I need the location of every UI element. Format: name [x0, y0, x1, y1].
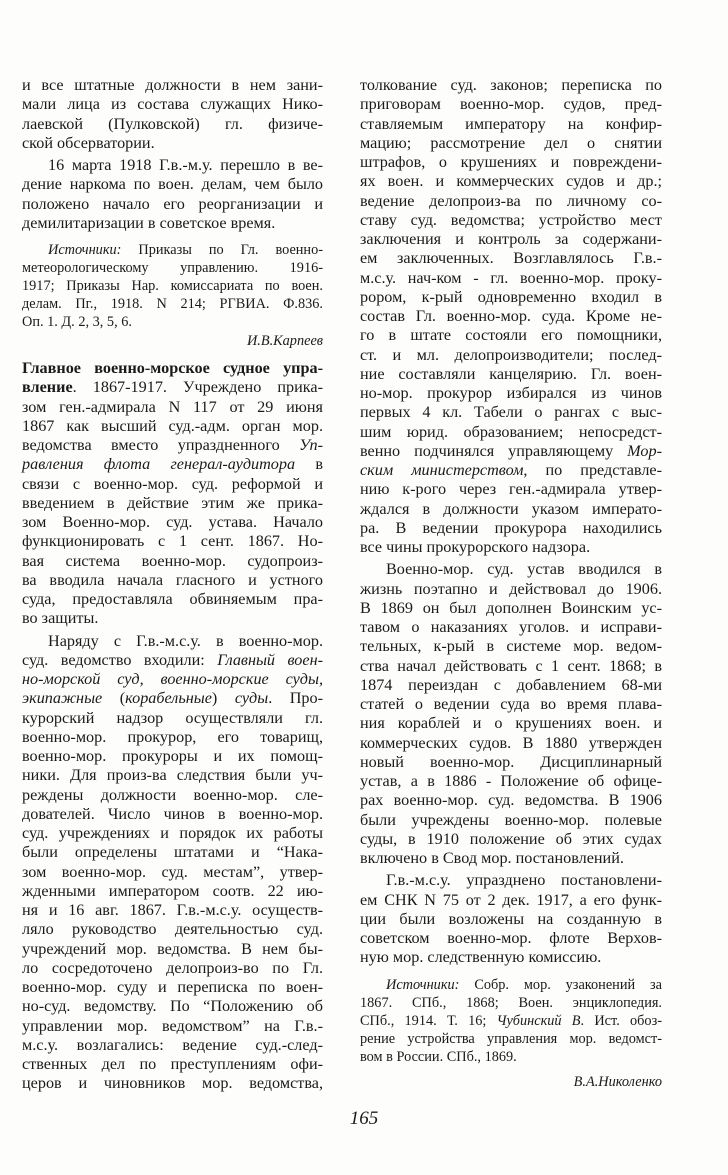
text-line: жденными императором соотв. 22 ию- [22, 881, 323, 900]
text-line: но-суд. ведомству. По “Положению об [22, 997, 323, 1016]
text-line: жизнь поэтапно и действовал до 1906. [360, 579, 662, 598]
text-line: ставу суд. ведомства; устройство мест [360, 210, 662, 229]
text-line: зом военно-мор. суд. местам”, утвер- [22, 862, 323, 881]
text-line: ра. В ведении прокурора находились [360, 518, 662, 537]
text-line: функционировать с 1 сент. 1867. Но- [22, 532, 323, 551]
text-line: 1917; Приказы Нар. комиссариата по воен. [22, 278, 323, 294]
text-line: штрафов, о крушениях и повреждени- [360, 153, 662, 171]
text-line: рение устройства управления мор. ведомст- [360, 1030, 662, 1047]
text-line: военно-мор. суду и переписка по воен- [22, 978, 323, 996]
entry-title: вление [22, 378, 73, 397]
paragraph [22, 632, 323, 1094]
text-line: зом Военно-мор. суд. устава. Начало [22, 513, 323, 531]
text-line: ской обсерватории. [22, 133, 155, 152]
text-line: устав, а в 1886 - Положение об офице- [360, 772, 662, 790]
text-line: заключения и контроль за содержани- [360, 230, 662, 248]
text-line: метеорологическому управлению. 1916- [22, 260, 323, 276]
text-line: равления флота генерал-аудитора в [22, 455, 323, 474]
text-line: военно-мор. прокуроры и их помощ- [22, 747, 323, 765]
text-line: советском военно-мор. флоте Верхов- [360, 929, 662, 947]
text-line: но-мор. прокурор избирался из чинов [360, 384, 662, 402]
text-line: вом в России. СПб., 1869. [360, 1048, 517, 1065]
text-line: 1867. СПб., 1868; Воен. энциклопедия. [360, 994, 662, 1011]
page-number: 165 [349, 1108, 379, 1129]
text-line: суда, предоставляла обвиняемым пра- [22, 590, 323, 608]
text-line: шим юрид. образованием; непосредст- [360, 422, 662, 441]
entry-paragraph [22, 359, 323, 629]
text-line: венно подчинялся управляющему Мор- [360, 441, 662, 460]
text-line: вление. 1867-1917. Учреждено прика- [22, 378, 323, 397]
text-line: ло сосредоточено делопроиз-во по Гл. [22, 958, 323, 977]
text-line: В 1869 он был дополнен Воинским ус- [360, 598, 662, 617]
text-line: рах военно-мор. суд. ведомства. В 1906 [360, 791, 662, 810]
text-line: были учреждены военно-мор. полевые [360, 810, 662, 829]
paragraph [360, 560, 662, 868]
text-line: ние составляли канцелярию. Гл. воен- [360, 364, 662, 383]
sources-block [360, 976, 662, 1092]
text-line: суд. ведомство входили: Главный воен- [22, 650, 323, 669]
paragraph [360, 871, 662, 967]
text-line: включено в Свод мор. постановлений. [360, 849, 624, 867]
text-line: 16 марта 1918 Г.в.-м.у. перешло в ве- [48, 156, 323, 174]
text-line: были определены штатами и “Нака- [22, 843, 323, 862]
text-line: Г.в.-м.с.у. упразднено постановлени- [386, 871, 662, 890]
text-line: ским министерством, по представле- [360, 461, 662, 479]
text-line: рором, к-рый одновременно входил в [360, 287, 662, 306]
text-line: ня и 16 авг. 1867. Г.в.-м.с.у. осуществ- [22, 901, 323, 919]
text-line: коммерческих судов. В 1880 утвержден [360, 733, 662, 752]
text-line: ведение делопроиз-ва по личному со- [360, 191, 662, 210]
text-line: Оп. 1. Д. 2, 3, 5, 6. [22, 314, 132, 330]
text-line: ции были возложены на созданную в [360, 909, 662, 928]
text-line: мацию; рассмотрение дел о снятии [360, 133, 662, 152]
text-line: все чины прокурорского надзора. [360, 538, 591, 556]
text-line: Источники: Собр. мор. узаконений за [386, 976, 662, 993]
text-line: суды, в 1910 положение об этих судах [360, 829, 662, 848]
text-line: суд. учреждениях и порядок их работы [22, 824, 323, 842]
text-line: ждался в должности указом императо- [360, 499, 662, 518]
text-line: экипажные (корабельные) суды. Про- [22, 689, 324, 708]
text-line: м.с.у. нач-ком - гл. военно-мор. проку- [360, 268, 662, 287]
text-line: ственных дел по преступлениям офи- [22, 1055, 323, 1073]
right-column [360, 76, 662, 1092]
author-signature: В.А.Николенко [573, 1073, 662, 1090]
text-line: и все штатные должности в нем зани- [22, 76, 323, 94]
left-column [22, 76, 323, 1094]
text-line: военно-мор. прокурор, его товарищ, [22, 727, 323, 746]
text-line: нию к-рого через ген.-адмирала утвер- [360, 480, 662, 499]
text-line: связи с военно-мор. суд. реформой и [22, 474, 323, 493]
paragraph [360, 76, 662, 557]
text-line: СПб., 1914. Т. 16; Чубинский В. Ист. обоз- [360, 1012, 662, 1029]
entry-title: Главное военно-морское судное упра- [22, 359, 323, 377]
text-line: 1867 как высший суд.-адм. орган мор. [22, 416, 323, 435]
text-line: приговорам военно-мор. судов, пред- [360, 95, 662, 114]
text-line: ем СНК N 75 от 2 дек. 1917, а его функ- [360, 890, 662, 909]
text-line: ях воен. и коммерческих судов и др.; [360, 172, 662, 191]
text-line: ную мор. следственную комиссию. [360, 948, 602, 967]
text-line: мали лица из состава служащих Нико- [22, 95, 323, 114]
paragraph [22, 76, 323, 153]
text-line: тельных, к-рый в системе мор. ведом- [360, 637, 662, 656]
text-line: толкование суд. законов; переписка по [360, 76, 662, 94]
text-line: ники. Для произ-ва следствия были уч- [22, 766, 323, 785]
text-line: введением в действие этим же прика- [22, 493, 323, 512]
text-line: курорский надзор осуществляли гл. [22, 708, 323, 727]
text-line: Наряду с Г.в.-м.с.у. в военно-мор. [48, 631, 323, 650]
text-line: ем заключенных. Возглавлялось Г.в.- [360, 249, 662, 268]
text-line: ставляемым императору на конфир- [360, 114, 662, 133]
author-signature: И.В.Карпеев [246, 333, 323, 349]
text-line: го в штате состояли его помощники, [360, 326, 662, 345]
text-line: 1874 переиздан с добавлением 68-ми [360, 675, 662, 694]
text-line: ства начал действовать с 1 сент. 1868; в [360, 656, 662, 675]
text-line: но-морской суд, военно-морские суды, [22, 670, 323, 688]
text-line: положено начало его реорганизации и [22, 194, 323, 213]
text-line: дение наркома по воен. делам, чем было [22, 175, 323, 194]
text-line: Источники: Приказы по Гл. военно- [48, 242, 323, 258]
text-line: первых 4 кл. Табели о рангах с выс- [360, 403, 662, 422]
text-line: управлении мор. ведомством” на Г.в.- [22, 1016, 323, 1035]
text-line: новый военно-мор. Дисциплинарный [360, 752, 662, 771]
text-line: статей о ведении суда во время плава- [360, 695, 662, 713]
text-line: тавом о наказаниях уголов. и исправи- [360, 618, 662, 636]
text-line: учреждений мор. ведомства. В нем бы- [22, 939, 323, 958]
text-line: ляло руководство деятельностью суд. [22, 920, 323, 939]
text-line: ва вводила начала гласного и устного [22, 570, 323, 589]
text-line: Военно-мор. суд. устав вводился в [386, 560, 662, 579]
text-line: вая система военно-мор. судопроиз- [22, 551, 323, 570]
paragraph [22, 156, 323, 233]
entry-title-line [22, 359, 323, 378]
text-line: демилитаризации в советское время. [22, 213, 276, 232]
sources-label: Источники: [386, 976, 460, 993]
text-line: дователей. Число чинов в военно-мор. [22, 804, 323, 823]
text-line: м.с.у. возлагались: ведение суд.-след- [22, 1035, 323, 1054]
text-line: состав Гл. военно-мор. суда. Кроме не- [360, 307, 662, 325]
sources-block [22, 241, 323, 351]
text-line: зом ген.-адмирала N 117 от 29 июня [22, 397, 323, 416]
sources-label: Источники: [48, 242, 122, 258]
text-line: реждены должности военно-мор. сле- [22, 785, 323, 804]
text-line: во защиты. [22, 609, 99, 628]
text-line: ст. и мл. делопроизводители; послед- [360, 345, 662, 364]
text-line: ведомства вместо упраздненного Уп- [22, 436, 323, 454]
text-line: ния кораблей и о крушениях воен. и [360, 714, 662, 733]
text-line: лаевской (Пулковской) гл. физиче- [22, 114, 323, 133]
text-line: церов и чиновников мор. ведомства, [22, 1074, 323, 1093]
text-line: делам. Пг., 1918. N 214; РГВИА. Ф.836. [22, 296, 323, 312]
